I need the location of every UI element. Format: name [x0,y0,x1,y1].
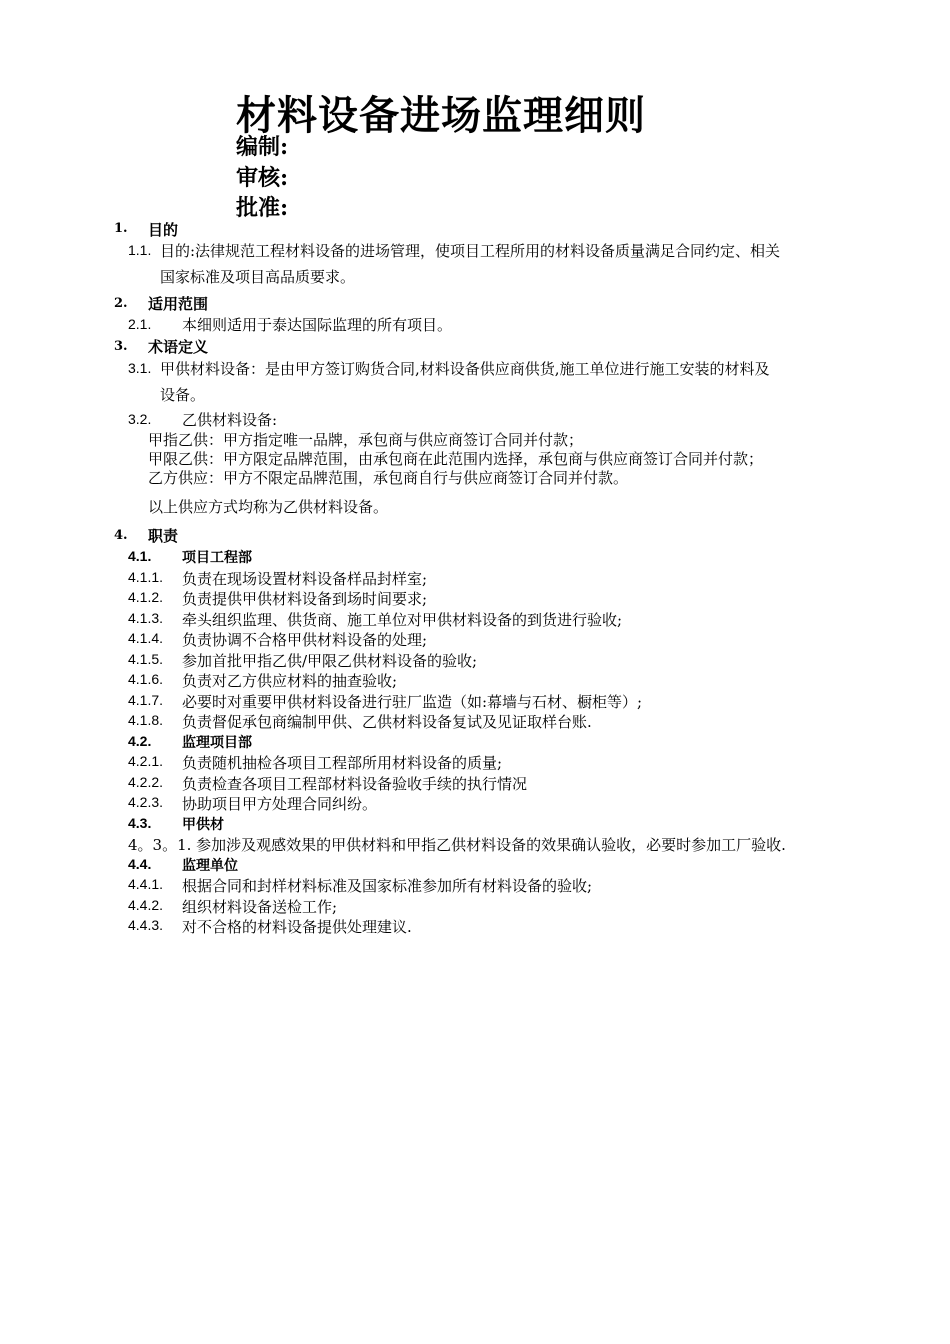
list-item-text: 负责对乙方供应材料的抽查验收; [182,672,398,690]
supply-type-line: 乙方供应：甲方不限定品牌范围，承包商自行与供应商签订合同并付款。 [148,469,629,487]
section-4-title: 职责 [148,527,179,545]
section-2-number: 2. [114,296,128,311]
list-item-text: 牵头组织监理、供货商、施工单位对甲供材料设备的到货进行验收; [182,611,623,629]
list-item-text: 参加首批甲指乙供/甲限乙供材料设备的验收; [182,652,478,670]
list-item-text: 必要时对重要甲供材料设备进行驻厂监造（如:幕墙与石材、橱柜等）; [182,693,643,711]
subsection-4-2-number: 4.2. [128,733,152,749]
list-item-number: 4.2.2. [128,774,164,790]
subsection-4-3-title: 甲供材 [182,817,224,833]
list-item-number: 4.1.7. [128,692,164,708]
item-1-1-text: 目的:法律规范工程材料设备的进场管理，使项目工程所用的材料设备质量满足合同约定、相关 [160,242,781,260]
item-3-2-text: 乙供材料设备: [182,411,278,429]
list-item-text: 负责协调不合格甲供材料设备的处理; [182,631,428,649]
subsection-4-2-title: 监理项目部 [182,735,252,751]
subsection-4-4-title: 监理单位 [182,858,238,874]
review-label: 审核: [236,165,289,191]
compile-label: 编制: [236,134,289,160]
list-item-text: 负责在现场设置材料设备样品封样室; [182,570,428,588]
subsection-4-4-number: 4.4. [128,856,152,872]
section-2-title: 适用范围 [148,295,209,313]
list-item-text: 负责随机抽检各项目工程部所用材料设备的质量; [182,754,503,772]
list-item-number: 4.1.1. [128,569,164,585]
list-item-text: 负责提供甲供材料设备到场时间要求; [182,590,428,608]
item-3-1-text: 甲供材料设备：是由甲方签订购货合同,材料设备供应商供货,施工单位进行施工安装的材料及 [160,360,770,378]
list-item-number: 4.2.3. [128,794,164,810]
list-item-number: 4.4.2. [128,897,164,913]
section-1-number: 1. [114,221,128,236]
list-item-number: 4.1.2. [128,589,164,605]
list-item-number: 4.1.6. [128,671,164,687]
section-1-title: 目的 [148,221,179,239]
subsection-4-1-number: 4.1. [128,548,152,564]
item-1-1-number: 1.1. [128,242,152,258]
list-item-text: 根据合同和封样材料标准及国家标准参加所有材料设备的验收; [182,877,593,895]
list-item-number: 4.4.1. [128,876,164,892]
approve-label: 批准: [236,195,289,221]
list-item-number: 4.4.3. [128,917,164,933]
list-item-number: 4.1.8. [128,712,164,728]
list-item-number: 4.2.1. [128,753,164,769]
item-2-1-number: 2.1. [128,316,152,332]
list-item-text: 4。3。1. 参加涉及观感效果的甲供材料和甲指乙供材料设备的效果确认验收，必要时参加工厂验收. [128,836,786,854]
subsection-4-1-title: 项目工程部 [182,550,252,566]
list-item-text: 负责督促承包商编制甲供、乙供材料设备复试及见证取样台账. [182,713,592,731]
list-item-text: 协助项目甲方处理合同纠纷。 [182,795,378,813]
list-item-text: 负责检查各项目工程部材料设备验收手续的执行情况 [182,775,528,793]
list-item-text: 对不合格的材料设备提供处理建议. [182,918,412,936]
list-item-number: 4.1.5. [128,651,164,667]
list-item-text: 组织材料设备送检工作; [182,898,338,916]
item-2-1-text: 本细则适用于泰达国际监理的所有项目。 [182,316,453,334]
supply-type-line: 甲指乙供：甲方指定唯一品牌，承包商与供应商签订合同并付款； [148,431,584,449]
subsection-4-3-number: 4.3. [128,815,152,831]
document-title: 材料设备进场监理细则 [236,92,646,139]
supply-summary: 以上供应方式均称为乙供材料设备。 [148,498,389,516]
item-3-1-number: 3.1. [128,360,152,376]
item-3-2-number: 3.2. [128,411,152,427]
section-3-number: 3. [114,339,128,354]
section-4-number: 4. [114,528,128,543]
supply-type-line: 甲限乙供：甲方限定品牌范围，由承包商在此范围内选择，承包商与供应商签订合同并付款； [148,450,764,468]
list-item-number: 4.1.4. [128,630,164,646]
item-3-1-text-cont: 设备。 [160,386,206,404]
list-item-number: 4.1.3. [128,610,164,626]
item-1-1-text-cont: 国家标准及项目高品质要求。 [160,268,356,286]
section-3-title: 术语定义 [148,338,209,356]
